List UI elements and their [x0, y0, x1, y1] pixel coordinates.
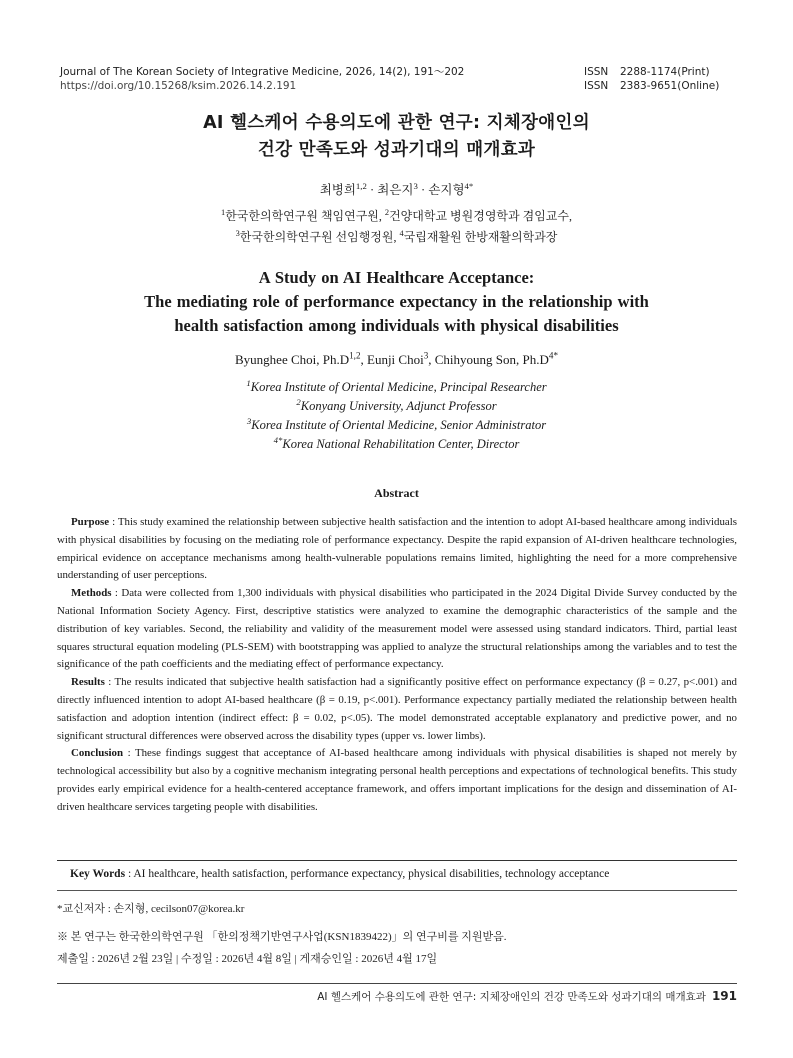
- page-footer: [317, 989, 737, 1004]
- english-authors: Byunghee Choi, $Ph.D^{1,2}$, Eunji Choi$^3$, Chihyoung Son, $Ph.D^{4*}$: [235, 350, 558, 367]
- doi-link[interactable]: https://doi.org/10.15268/ksim.2026.14.2.191: [60, 80, 297, 92]
- korean-title: [0, 110, 793, 164]
- english-author: Byunghee Choi, Ph.D: [235, 352, 350, 367]
- korean-affiliations: $^1$한국한의학연구원 책임연구원, $^2$건양대학교 병원경영학과 겸임교수, $^3$한국한의학연구원 선임행정원, $^4$국립재활원 한방재활의학과장: [221, 208, 572, 244]
- korean-title-line2: 건강 만족도와 성과기대의 매개효과: [257, 140, 536, 160]
- english-title: [0, 266, 793, 338]
- keywords-bottom-divider: [57, 890, 737, 891]
- corresponding-author-note: *교신저자 : 손지형, cecilson07@korea.kr: [57, 903, 245, 915]
- abstract-results: Results : The results indicated that subjective health satisfaction had a significantly positive effect on performance expectancy (β = 0.27, p<.001) and directly influenced intention to adopt AI-based healthcare (β = 0.19, p<.001). Performance expectancy partially mediated the relationship between health satisfaction and adoption intention (indirect effect: β = 0.02, p<.05). The model demonstrated acceptable explanatory and predictive power, and no significant structural differences were observed across the disability types (upper vs. lower limbs).: [57, 676, 738, 742]
- korean-author: 최병희: [319, 183, 356, 197]
- english-affiliation: Korea Institute of Oriental Medicine, Senior Administrator: [251, 418, 547, 432]
- footer-divider: [57, 983, 737, 984]
- running-title: AI 헬스케어 수용의도에 관한 연구: 지체장애인의 건강 만족도와 성과기대의 매개효과: [317, 991, 706, 1003]
- keywords-text: AI healthcare, health satisfaction, performance expectancy, physical disabilities, technology acceptance: [133, 868, 610, 880]
- english-affiliation: Korea National Rehabilitation Center, Director: [282, 437, 520, 451]
- page-number: 191: [711, 989, 737, 1003]
- korean-affiliation: 건양대학교 병원경영학과 겸임교수,: [389, 209, 572, 223]
- korean-title-line1: AI 헬스케어 수용의도에 관한 연구: 지체장애인의: [203, 113, 590, 133]
- english-title-line2: The mediating role of performance expectancy in the relationship with: [144, 292, 649, 311]
- abstract-conclusion: Conclusion : These findings suggest that acceptance of AI-based healthcare among individuals with physical disabilities is shaped not merely by technological accessibility but also by a cognitive mechanism integrating personal health perceptions and expectations of technological benefits. This study provides early empirical evidence for a health-centered acceptance framework, and offers important implications for the design and dissemination of AI-driven healthcare services targeting people with disabilities.: [57, 747, 737, 813]
- keywords-top-divider: [57, 860, 737, 861]
- keywords: Key Words : AI healthcare, health satisfaction, performance expectancy, physical disabilities, technology acceptance: [70, 868, 610, 880]
- korean-author: 손지형: [428, 183, 465, 197]
- english-affiliation: Konyang University, Adjunct Professor: [300, 399, 497, 413]
- issn-online: 2383-9651(Online): [620, 80, 720, 92]
- korean-affiliation: 한국한의학연구원 선임행정원,: [239, 230, 400, 244]
- english-title-line1: A Study on AI Healthcare Acceptance:: [258, 268, 535, 287]
- abstract-methods: Methods : Data were collected from 1,300 individuals with physical disabilities who participated in the 2024 Digital Divide Survey conducted by the National Information Society Agency. First, descriptive statistics were analyzed to examine the demographic characteristics of the sample and the distribution of key variables. Second, the reliability and validity of the measurement model were assessed using standard indicators. Third, partial least squares structural equation modeling (PLS-SEM) with bootstrapping was applied to analyze the structural relationships among the variables and to test the significance of the path coefficients and the mediating effect of performance expectancy.: [57, 587, 737, 671]
- korean-author: 최은지: [377, 183, 414, 197]
- issn-block: [584, 65, 719, 93]
- journal-citation: Journal of The Korean Society of Integrative Medicine, 2026, 14(2), 191～202: [60, 66, 465, 78]
- abstract-heading: Abstract: [374, 486, 419, 500]
- korean-affiliation: 한국한의학연구원 책임연구원,: [225, 209, 385, 223]
- english-affiliations: $^1$Korea Institute of Oriental Medicine, Principal Researcher $^2$Konyang University, Adjunct Professor $^3$Korea Institute of Oriental Medicine, Senior Administrator $^{4*}$Korea National Rehabilitation Center, Director: [246, 377, 547, 451]
- issn-online-label: ISSN: [584, 80, 609, 92]
- english-author: Eunji Choi: [367, 352, 424, 367]
- submission-dates: 제출일 : 2026년 2월 23일 | 수정일 : 2026년 4월 8일 | 게재승인일 : 2026년 4월 17일: [57, 953, 438, 965]
- abstract-body: [57, 514, 737, 817]
- korean-affiliation: 국립재활원 한방재활의학과장: [403, 230, 558, 244]
- english-author: Chihyoung Son, Ph.D: [434, 352, 549, 367]
- abstract-purpose: Purpose : This study examined the relationship between subjective health satisfaction and the intention to adopt AI-based healthcare among individuals with physical disabilities by focusing on the mediating role of performance expectancy. Despite the rapid expansion of AI-driven healthcare technologies, empirical evidence on acceptance mechanisms among health-vulnerable populations remains limited, highlighting the need for a more comprehensive understanding of user perceptions.: [57, 516, 737, 582]
- funding-note: ※ 본 연구는 한국한의학연구원 「한의정책기반연구사업(KSN1839422)」의 연구비를 지원받음.: [57, 931, 507, 943]
- journal-header: [60, 65, 464, 93]
- issn-print-label: ISSN: [584, 66, 609, 78]
- issn-print: 2288-1174(Print): [620, 66, 710, 78]
- english-title-line3: health satisfaction among individuals with physical disabilities: [174, 316, 619, 335]
- english-affiliation: Korea Institute of Oriental Medicine, Principal Researcher: [250, 380, 547, 394]
- korean-authors: 최병희$^{1,2}$ · 최은지$^3$ · 손지형$^{4*}$: [319, 180, 474, 197]
